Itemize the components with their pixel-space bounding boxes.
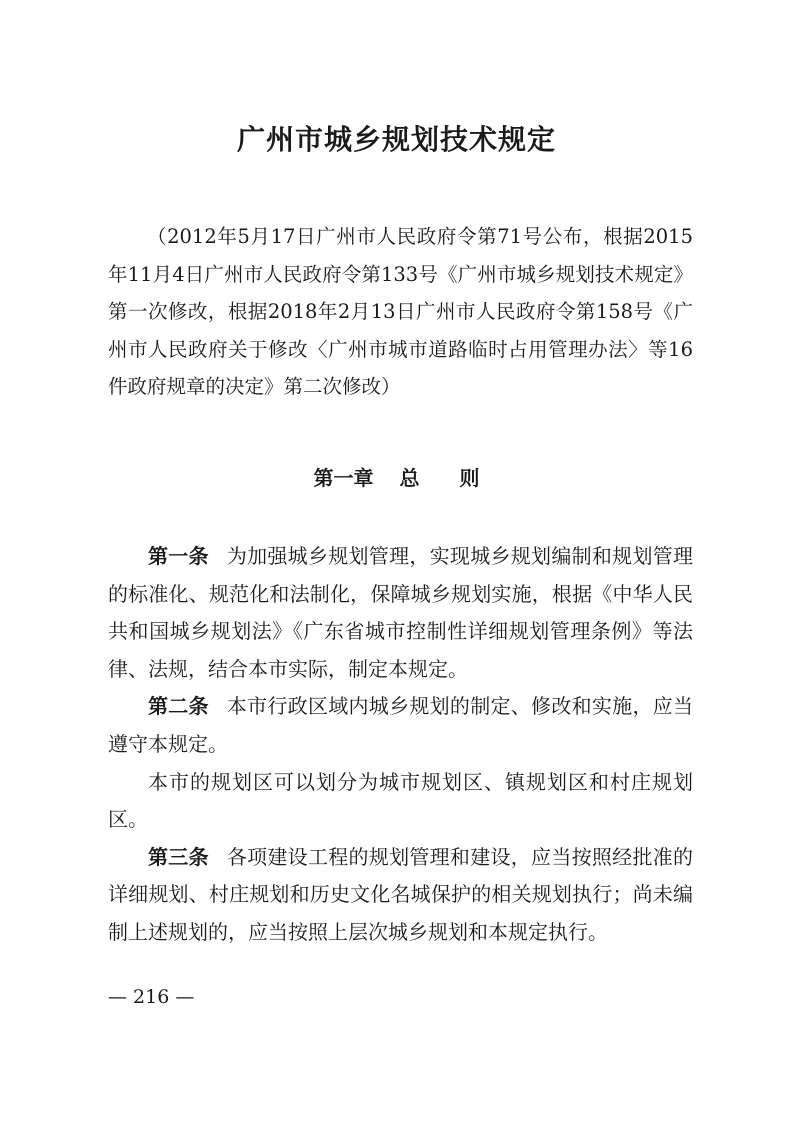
chapter-name-part2: 则 xyxy=(459,466,480,490)
article-number: 第二条 xyxy=(148,694,209,719)
chapter-heading xyxy=(0,462,793,491)
article-number: 第一条 xyxy=(148,544,209,568)
article-text: 为加强城乡规划管理，实现城乡规划编制和规划管理的标准化、规范化和法制化，保障城乡规划实施，根据《中华人民共和国城乡规划法》《广东省城市控制性详细规划管理条例》等法律、法规，结合本市实际，制定本规定。 xyxy=(108,544,694,681)
page-number: — 216 — xyxy=(108,986,195,1008)
article-1 xyxy=(108,538,693,688)
chapter-body xyxy=(108,538,693,952)
document-title: 广州市城乡规划技术规定 xyxy=(236,123,556,156)
article-2-paragraph-2 xyxy=(108,764,693,839)
chapter-name-part1: 总 xyxy=(399,466,420,490)
article-3 xyxy=(108,839,693,952)
article-number: 第三条 xyxy=(148,844,209,869)
article-text: 各项建设工程的规划管理和建设，应当按照经批准的详细规划、村庄规划和历史文化名城保护的相关规划执行；尚未编制上述规划的，应当按照上层次城乡规划和本规定执行。 xyxy=(108,844,694,944)
chapter-number: 第一章 xyxy=(313,466,374,490)
article-text: 本市行政区域内城乡规划的制定、修改和实施，应当遵守本规定。 xyxy=(108,694,694,756)
article-2 xyxy=(108,688,693,763)
amendment-note: （2012年5月17日广州市人民政府令第71号公布，根据2015年11月4日广州市人民政府令第133号《广州市城乡规划技术规定》第一次修改，根据2018年2月13日广州市人民政府令第158号《广州市人民政府关于修改〈广州市城市道路临时占用管理办法〉等16件政府规章的决定》第二次修改） xyxy=(108,225,693,398)
article-text: 本市的规划区可以划分为城市规划区、镇规划区和村庄规划区。 xyxy=(108,769,693,832)
